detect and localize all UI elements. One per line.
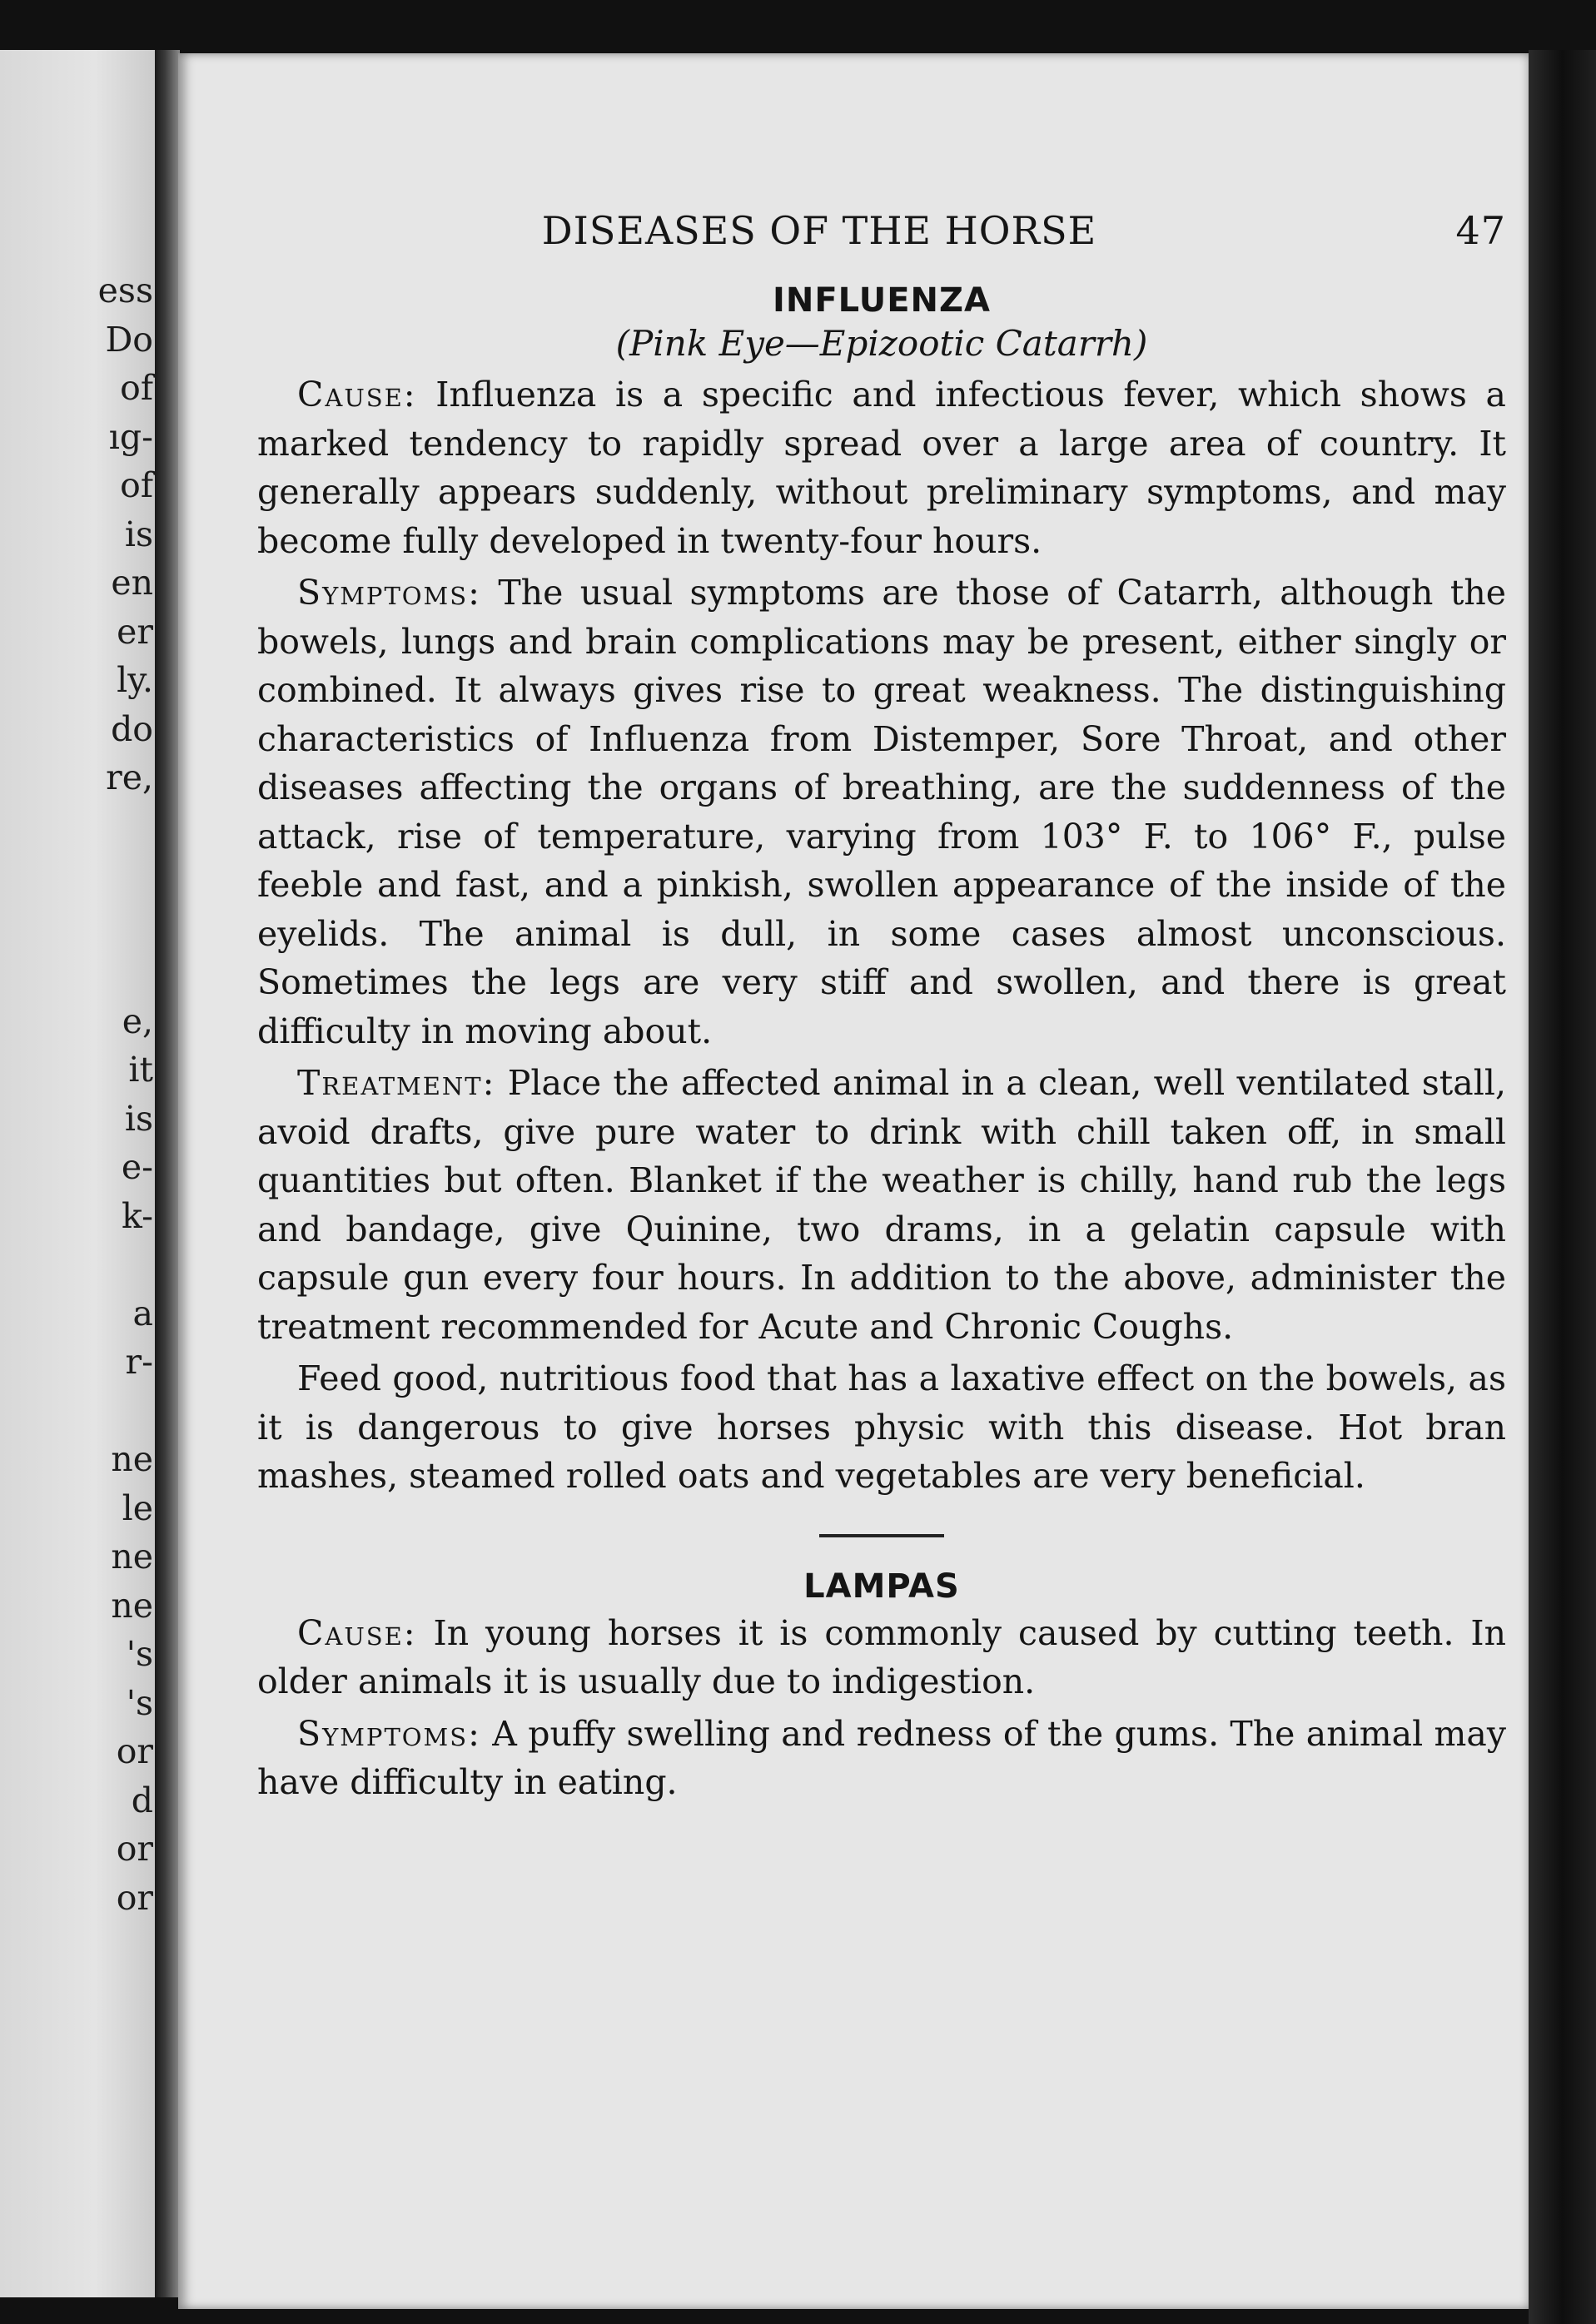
cause-text: In young horses it is commonly caused by cutting teeth. In older animals it is usually due to indigestion. (257, 1612, 1506, 1701)
previous-page-fragment: e- (121, 1147, 153, 1187)
previous-page-text-fragments (3, 266, 153, 1922)
previous-page-fragment: ess (97, 271, 153, 310)
previous-page-fragment: ly. (117, 660, 153, 700)
influenza-treatment-paragraph (257, 1059, 1506, 1351)
symptoms-label: Symptoms: (297, 573, 481, 613)
previous-page-fragment (3, 900, 153, 949)
previous-page-fragment: a (132, 1293, 153, 1333)
previous-page-fragment: k- (122, 1195, 153, 1236)
previous-page-fragment: or (116, 1731, 153, 1771)
lampas-symptoms-paragraph (257, 1710, 1506, 1807)
book-page (178, 53, 1529, 2309)
previous-page-fragment: le (122, 1487, 153, 1528)
influenza-symptoms-paragraph (257, 569, 1506, 1055)
treatment-text: Place the affected animal in a clean, well ventilated stall, avoid drafts, give pure water to drink with chill taken off, in small quantities but often. Blanket if the weather is chilly, hand rub the legs and bandage, give Quinine, two drams, in a gelatin capsule with capsule gun every four hours. In addition to the above, administer the treatment recommended for Acute and Chronic Coughs. (257, 1063, 1506, 1347)
previous-page-fragment (3, 1387, 153, 1436)
previous-page-fragment: r- (125, 1342, 153, 1382)
previous-page-fragment (3, 1240, 153, 1289)
previous-page-fragment: is (124, 514, 153, 554)
section-title-lampas: LAMPAS (803, 1567, 960, 1606)
scan-right-edge (1529, 50, 1596, 2324)
previous-page-fragment: it (128, 1050, 153, 1090)
previous-page-fragment: 's (126, 1682, 153, 1723)
previous-page-fragment: 's (126, 1634, 153, 1674)
previous-page-fragment: or (116, 1877, 153, 1918)
previous-page-fragment: do (111, 708, 153, 749)
lampas-cause-paragraph (257, 1609, 1506, 1706)
previous-page-fragment: ıg- (108, 416, 153, 457)
symptoms-text: A puffy swelling and redness of the gums. The animal may have difficulty in eating. (257, 1713, 1506, 1802)
cause-text: Influenza is a specific and infectious fever, which shows a marked tendency to rapidly spread over a large area of country. It generally appears suddenly, without preliminary symptoms, and may become fully developed in twenty-four hours. (257, 375, 1506, 561)
previous-page-fragment: ne (111, 1439, 153, 1479)
previous-page-fragment (3, 851, 153, 900)
previous-page-fragment: of (120, 465, 153, 505)
symptoms-text: The usual symptoms are those of Catarrh, although the bowels, lungs and brain complications may be present, either singly or combined. It always gives rise to great weakness. The distinguishing characteristics of Influenza from Distemper, Sore Throat, and other diseases affecting the organs of breathing, are the suddenness of the attack, rise of temperature, varying from 103° F. to 106° F., pulse feeble and fast, and a pinkish, swollen appearance of the inside of the eyelids. The animal is dull, in some cases almost unconscious. Sometimes the legs are very stiff and swollen, and there is great difficulty in moving about. (257, 573, 1506, 1051)
previous-page-fragment: is (124, 1098, 153, 1139)
previous-page-fragment: Do (105, 319, 153, 360)
symptoms-label: Symptoms: (297, 1713, 481, 1754)
previous-page-fragment: ne (111, 1537, 153, 1577)
previous-page-fragment: e, (122, 1001, 153, 1041)
section-subtitle-influenza: (Pink Eye—Epizootic Catarrh) (615, 323, 1148, 364)
page-text (257, 208, 1506, 1810)
previous-page-edge (0, 50, 158, 2297)
previous-page-fragment: d (131, 1780, 153, 1820)
cause-label: Cause: (297, 375, 417, 415)
running-head (257, 208, 1506, 275)
section-divider-rule (819, 1534, 944, 1537)
previous-page-fragment: er (117, 611, 153, 652)
cause-label: Cause: (297, 1612, 417, 1653)
previous-page-fragment (3, 802, 153, 852)
page-number: 47 (1455, 208, 1506, 253)
section-title-influenza: INFLUENZA (773, 281, 991, 320)
book-gutter (155, 50, 180, 2297)
previous-page-fragment: en (111, 563, 153, 603)
running-head-title: DISEASES OF THE HORSE (541, 208, 1097, 253)
treatment-label: Treatment: (297, 1063, 496, 1103)
previous-page-fragment (3, 948, 153, 997)
previous-page-fragment: of (120, 368, 153, 408)
influenza-feeding-paragraph: Feed good, nutritious food that has a laxative effect on the bowels, as it is dangerous to give horses physic with this disease. Hot bran mashes, steamed rolled oats and vegetables are very beneficial. (257, 1358, 1506, 1496)
previous-page-fragment: ne (111, 1585, 153, 1626)
influenza-cause-paragraph (257, 370, 1506, 565)
previous-page-fragment: or (116, 1829, 153, 1869)
previous-page-fragment: re, (106, 757, 153, 797)
